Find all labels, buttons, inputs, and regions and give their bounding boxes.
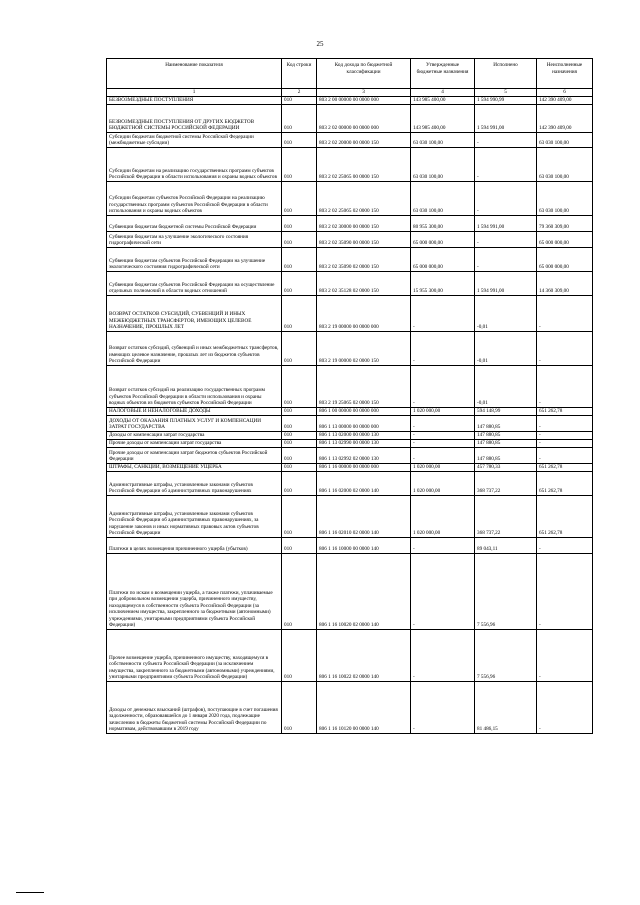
row-name: Субсидии бюджетам бюджетной системы Российской Федерации (межбюджетные субсидии): [107, 132, 282, 147]
row-approved: -: [411, 415, 475, 431]
row-executed: 147 880,85: [475, 447, 537, 463]
table-row: [107, 407, 593, 415]
row-unexecuted: -: [537, 439, 593, 447]
row-executed: 1 594 990,99: [475, 96, 537, 104]
row-approved: -: [411, 447, 475, 463]
row-approved: 1 020 000,00: [411, 407, 475, 415]
row-classification: 806 1 16 02010 02 0000 140: [317, 495, 411, 537]
row-line-code: 010: [282, 431, 317, 439]
table-row: [107, 96, 593, 104]
row-line-code: 010: [282, 537, 317, 553]
row-name: ВОЗВРАТ ОСТАТКОВ СУБСИДИЙ, СУБВЕНЦИЙ И ИНЫХ МЕЖБЮДЖЕТНЫХ ТРАНСФЕРТОВ, ИМЕЮЩИХ ЦЕЛЕВОЕ НАЗНАЧЕНИЕ, ПРОШЛЫХ ЛЕТ: [107, 295, 282, 331]
row-line-code: 010: [282, 271, 317, 295]
row-approved: 65 000 000,00: [411, 231, 475, 247]
row-line-code: 010: [282, 407, 317, 415]
row-classification: 806 1 13 02992 02 0000 130: [317, 447, 411, 463]
row-classification: 806 1 16 10000 00 0000 140: [317, 537, 411, 553]
row-classification: 803 2 02 35090 02 0000 150: [317, 247, 411, 271]
row-classification: 806 1 13 02990 00 0000 130: [317, 439, 411, 447]
row-executed: 1 594 991,00: [475, 271, 537, 295]
row-executed: -: [475, 132, 537, 147]
row-name: ДОХОДЫ ОТ ОКАЗАНИЯ ПЛАТНЫХ УСЛУГ И КОМПЕНСАЦИИ ЗАТРАТ ГОСУДАРСТВА: [107, 415, 282, 431]
row-classification: 806 1 16 00000 00 0000 000: [317, 463, 411, 471]
column-index: 5: [475, 89, 537, 97]
row-line-code: 010: [282, 415, 317, 431]
row-unexecuted: 14 360 309,00: [537, 271, 593, 295]
row-classification: 803 2 02 25065 00 0000 150: [317, 147, 411, 181]
row-name: ШТРАФЫ, САНКЦИИ, ВОЗМЕЩЕНИЕ УЩЕРБА: [107, 463, 282, 471]
table-row: [107, 147, 593, 181]
row-executed: -: [475, 181, 537, 215]
footnote-divider: [16, 892, 44, 893]
row-line-code: 010: [282, 629, 317, 681]
row-executed: 89 043,11: [475, 537, 537, 553]
row-classification: 803 2 02 00000 00 0000 000: [317, 104, 411, 132]
row-name: НАЛОГОВЫЕ И НЕНАЛОГОВЫЕ ДОХОДЫ: [107, 407, 282, 415]
row-executed: 7 556,96: [475, 629, 537, 681]
row-executed: 1 594 991,00: [475, 104, 537, 132]
row-name: Административные штрафы, установленные законами субъектов Российской Федерации об административных правонарушениях: [107, 471, 282, 495]
row-executed: 81 486,15: [475, 681, 537, 733]
row-executed: 147 880,85: [475, 439, 537, 447]
row-name: Платежи в целях возмещения причиненного ущерба (убытков): [107, 537, 282, 553]
table-row: [107, 295, 593, 331]
row-unexecuted: 63 030 100,00: [537, 132, 593, 147]
row-line-code: 010: [282, 147, 317, 181]
row-executed: 147 880,85: [475, 431, 537, 439]
row-name: Административные штрафы, установленные законами субъектов Российской Федерации об административных правонарушениях, за нарушение законов и иных нормативных правовых актов субъектов Российской Федерации: [107, 495, 282, 537]
row-executed: 594 148,99: [475, 407, 537, 415]
row-classification: 803 2 00 00000 00 0000 000: [317, 96, 411, 104]
table-row: [107, 331, 593, 365]
table-row: [107, 181, 593, 215]
row-unexecuted: 63 030 100,00: [537, 181, 593, 215]
table-row: [107, 215, 593, 231]
row-approved: 1 020 000,00: [411, 463, 475, 471]
header-approved: Утвержденные бюджетные назначения: [411, 59, 475, 89]
row-unexecuted: 63 030 100,00: [537, 147, 593, 181]
row-unexecuted: -: [537, 537, 593, 553]
row-name: Прочее возмещение ущерба, причиненного имуществу, находящемуся в собственности субъекта Российской Федерации (за исключением имущества, закрепленного за бюджетными (автономными) учреждениями, унитарными предприятиями субъекта Российской Федерации): [107, 629, 282, 681]
table-row: [107, 463, 593, 471]
row-name: Возврат остатков субсидий на реализацию государственных программ субъектов Российской Федерации в области использования и охраны водных объектов из бюджетов субъектов Российской Федерации: [107, 365, 282, 407]
row-unexecuted: 651 262,78: [537, 495, 593, 537]
row-line-code: 010: [282, 495, 317, 537]
row-executed: -: [475, 231, 537, 247]
row-line-code: 010: [282, 553, 317, 629]
row-line-code: 010: [282, 96, 317, 104]
row-executed: -: [475, 147, 537, 181]
header-row: [107, 59, 593, 89]
column-index-row: [107, 89, 593, 97]
row-classification: 803 2 02 25065 02 0000 150: [317, 181, 411, 215]
row-name: Возврат остатков субсидий, субвенций и иных межбюджетных трансфертов, имеющих целевое назначение, прошлых лет из бюджетов субъектов Российской Федерации: [107, 331, 282, 365]
row-classification: 803 2 02 20000 00 0000 150: [317, 132, 411, 147]
row-approved: 63 030 100,00: [411, 147, 475, 181]
row-line-code: 010: [282, 471, 317, 495]
row-unexecuted: -: [537, 447, 593, 463]
row-classification: 803 2 02 30000 00 0000 150: [317, 215, 411, 231]
column-index: 2: [282, 89, 317, 97]
row-name: Субвенции бюджетам бюджетной системы Российской Федерации: [107, 215, 282, 231]
row-unexecuted: 651 262,78: [537, 463, 593, 471]
row-line-code: 010: [282, 132, 317, 147]
row-approved: -: [411, 537, 475, 553]
row-name: Субвенции бюджетам субъектов Российской Федерации на улучшение экологического состояния гидрографической сети: [107, 247, 282, 271]
row-unexecuted: -: [537, 681, 593, 733]
row-approved: 143 985 400,00: [411, 96, 475, 104]
row-unexecuted: -: [537, 331, 593, 365]
row-line-code: 010: [282, 447, 317, 463]
row-executed: 368 737,22: [475, 495, 537, 537]
row-classification: 806 1 13 02000 00 0000 130: [317, 431, 411, 439]
table-row: [107, 537, 593, 553]
row-unexecuted: -: [537, 365, 593, 407]
row-unexecuted: 142 390 409,00: [537, 104, 593, 132]
row-classification: 806 1 13 00000 00 0000 000: [317, 415, 411, 431]
row-classification: 806 1 16 10022 02 0000 140: [317, 629, 411, 681]
row-approved: 65 000 000,00: [411, 247, 475, 271]
header-unexecuted: Неисполненные назначения: [537, 59, 593, 89]
row-name: Субсидии бюджетам субъектов Российской Федерации на реализацию государственных программ субъектов Российской Федерации в области использования и охраны водных объектов: [107, 181, 282, 215]
table-row: [107, 439, 593, 447]
row-approved: 63 030 100,00: [411, 181, 475, 215]
row-executed: -0,01: [475, 365, 537, 407]
table-row: [107, 104, 593, 132]
row-classification: 806 1 00 00000 00 0000 000: [317, 407, 411, 415]
budget-execution-table: [106, 58, 593, 734]
row-executed: 457 780,33: [475, 463, 537, 471]
row-name: БЕЗВОЗМЕЗДНЫЕ ПОСТУПЛЕНИЯ: [107, 96, 282, 104]
table-row: [107, 681, 593, 733]
column-index: 4: [411, 89, 475, 97]
row-line-code: 010: [282, 104, 317, 132]
row-approved: 1 020 000,00: [411, 471, 475, 495]
row-line-code: 010: [282, 681, 317, 733]
table-row: [107, 447, 593, 463]
header-indicator-name: Наименование показателя: [107, 59, 282, 89]
row-unexecuted: -: [537, 629, 593, 681]
row-executed: 147 880,85: [475, 415, 537, 431]
row-name: Платежи по искам о возмещении ущерба, а также платежи, уплачиваемые при добровольном возмещении ущерба, причиненного имуществу, находящемуся в собственности субъекта Российской Федерации (за исключением имущества, закрепленного за бюджетными (автономными) учреждениями, унитарными предприятиями субъекта Российской Федерации): [107, 553, 282, 629]
row-name: Прочие доходы от компенсации затрат государства: [107, 439, 282, 447]
row-line-code: 010: [282, 463, 317, 471]
row-unexecuted: 142 390 409,00: [537, 96, 593, 104]
row-classification: 806 1 16 02000 02 0000 140: [317, 471, 411, 495]
row-line-code: 010: [282, 365, 317, 407]
row-approved: -: [411, 629, 475, 681]
row-unexecuted: -: [537, 553, 593, 629]
row-unexecuted: 65 000 000,00: [537, 231, 593, 247]
row-unexecuted: -: [537, 431, 593, 439]
row-classification: 806 1 16 10120 00 0000 140: [317, 681, 411, 733]
table-row: [107, 415, 593, 431]
row-unexecuted: -: [537, 415, 593, 431]
row-approved: -: [411, 295, 475, 331]
column-index: 1: [107, 89, 282, 97]
row-line-code: 010: [282, 181, 317, 215]
header-executed: Исполнено: [475, 59, 537, 89]
row-approved: -: [411, 431, 475, 439]
row-name: Субвенции бюджетам субъектов Российской Федерации на осуществление отдельных полномочий в области водных отношений: [107, 271, 282, 295]
row-approved: -: [411, 553, 475, 629]
row-classification: 803 2 19 25065 02 0000 150: [317, 365, 411, 407]
row-approved: 80 955 300,00: [411, 215, 475, 231]
row-classification: 803 2 02 35128 02 0000 150: [317, 271, 411, 295]
row-classification: 806 1 16 10020 02 0000 140: [317, 553, 411, 629]
table-row: [107, 471, 593, 495]
header-line-code: Код строки: [282, 59, 317, 89]
table-body: [107, 96, 593, 733]
column-index: 3: [317, 89, 411, 97]
row-approved: -: [411, 331, 475, 365]
row-classification: 803 2 02 35090 00 0000 150: [317, 231, 411, 247]
row-unexecuted: -: [537, 295, 593, 331]
row-name: Доходы от денежных взысканий (штрафов), поступающие в счет погашения задолженности, образовавшейся до 1 января 2020 года, подлежащие зачислению в бюджеты бюджетной системы Российской Федерации по нормативам, действовавшим в 2019 году: [107, 681, 282, 733]
row-approved: 1 020 000,00: [411, 495, 475, 537]
row-approved: -: [411, 365, 475, 407]
row-line-code: 010: [282, 295, 317, 331]
table-row: [107, 495, 593, 537]
page-number: 25: [316, 40, 324, 48]
row-approved: -: [411, 439, 475, 447]
table-row: [107, 431, 593, 439]
row-executed: 1 594 991,00: [475, 215, 537, 231]
table-row: [107, 629, 593, 681]
row-name: Доходы от компенсации затрат государства: [107, 431, 282, 439]
row-executed: 368 737,22: [475, 471, 537, 495]
table-row: [107, 132, 593, 147]
row-approved: 63 030 100,00: [411, 132, 475, 147]
table-row: [107, 271, 593, 295]
row-executed: -0,01: [475, 331, 537, 365]
row-unexecuted: 651 262,78: [537, 471, 593, 495]
column-index: 6: [537, 89, 593, 97]
row-executed: -0,01: [475, 295, 537, 331]
row-approved: 143 985 400,00: [411, 104, 475, 132]
row-line-code: 010: [282, 247, 317, 271]
row-name: БЕЗВОЗМЕЗДНЫЕ ПОСТУПЛЕНИЯ ОТ ДРУГИХ БЮДЖЕТОВ БЮДЖЕТНОЙ СИСТЕМЫ РОССИЙСКОЙ ФЕДЕРАЦИИ: [107, 104, 282, 132]
row-unexecuted: 65 000 000,00: [537, 247, 593, 271]
row-unexecuted: 651 262,78: [537, 407, 593, 415]
row-line-code: 010: [282, 331, 317, 365]
row-line-code: 010: [282, 215, 317, 231]
row-unexecuted: 79 360 309,00: [537, 215, 593, 231]
row-classification: 803 2 19 00000 02 0000 150: [317, 331, 411, 365]
row-executed: 7 556,96: [475, 553, 537, 629]
row-approved: 15 955 300,00: [411, 271, 475, 295]
table-row: [107, 247, 593, 271]
table-row: [107, 365, 593, 407]
table-row: [107, 231, 593, 247]
row-line-code: 010: [282, 231, 317, 247]
row-approved: -: [411, 681, 475, 733]
row-name: Субсидии бюджетам на реализацию государственных программ субъектов Российской Федерации в области использования и охраны водных объектов: [107, 147, 282, 181]
row-classification: 803 2 19 00000 00 0000 000: [317, 295, 411, 331]
table-row: [107, 553, 593, 629]
row-name: Прочие доходы от компенсации затрат бюджетов субъектов Российской Федерации: [107, 447, 282, 463]
row-line-code: 010: [282, 439, 317, 447]
row-executed: -: [475, 247, 537, 271]
header-classification-code: Код дохода по бюджетной классификации: [317, 59, 411, 89]
row-name: Субвенции бюджетам на улучшение экологического состояния гидрографической сети: [107, 231, 282, 247]
